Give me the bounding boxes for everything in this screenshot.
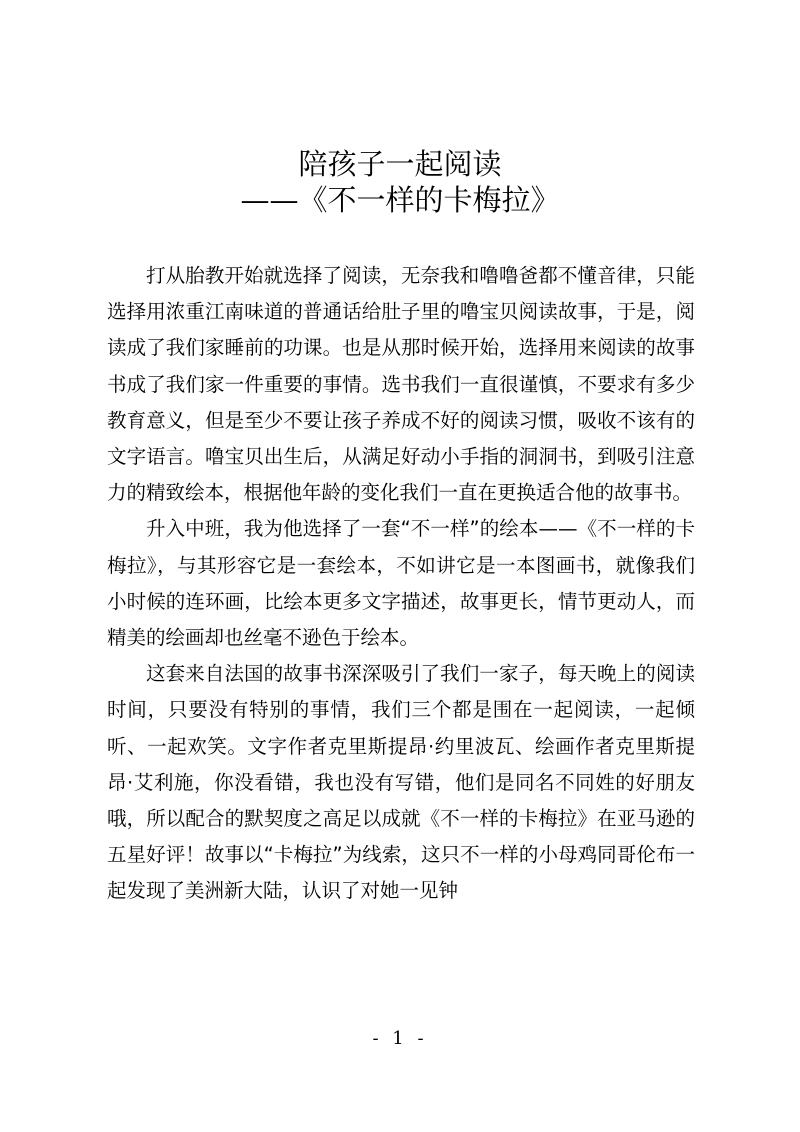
- paragraph-2: 升入中班，我为他选择了一套“不一样”的绘本——《不一样的卡梅拉》，与其形容它是一套绘本，不如讲它是一本图画书，就像我们小时候的连环画，比绘本更多文字描述，故事更长，情节更动人，而精美的绘画却也丝毫不逊色于绘本。: [107, 517, 695, 650]
- document-title: 陪孩子一起阅读: [298, 147, 502, 181]
- page-number: - 1 -: [372, 1028, 428, 1049]
- document-body: [107, 258, 695, 910]
- paragraph-3: 这套来自法国的故事书深深吸引了我们一家子，每天晚上的阅读时间，只要没有特别的事情，我们三个都是围在一起阅读，一起倾听、一起欢笑。文字作者克里斯提昂·约里波瓦、绘画作者克里斯提昂·艾利施，你没看错，我也没有写错，他们是同名不同姓的好朋友哦，所以配合的默契度之高足以成就《不一样的卡梅拉》在亚马逊的五星好评！故事以“卡梅拉”为线索，这只不一样的小母鸡同哥伦布一起发现了美洲新大陆，认识了对她一见钟: [107, 662, 695, 903]
- document-subtitle: ——《不一样的卡梅拉》: [240, 183, 560, 217]
- paragraph-1: 打从胎教开始就选择了阅读，无奈我和噜噜爸都不懂音律，只能选择用浓重江南味道的普通话给肚子里的噜宝贝阅读故事，于是，阅读成了我们家睡前的功课。也是从那时候开始，选择用来阅读的故事书成了我们家一件重要的事情。选书我们一直很谨慎，不要求有多少教育意义，但是至少不要让孩子养成不好的阅读习惯，吸收不该有的文字语言。噜宝贝出生后，从满足好动小手指的洞洞书，到吸引注意力的精致绘本，根据他年龄的变化我们一直在更换适合他的故事书。: [107, 264, 695, 505]
